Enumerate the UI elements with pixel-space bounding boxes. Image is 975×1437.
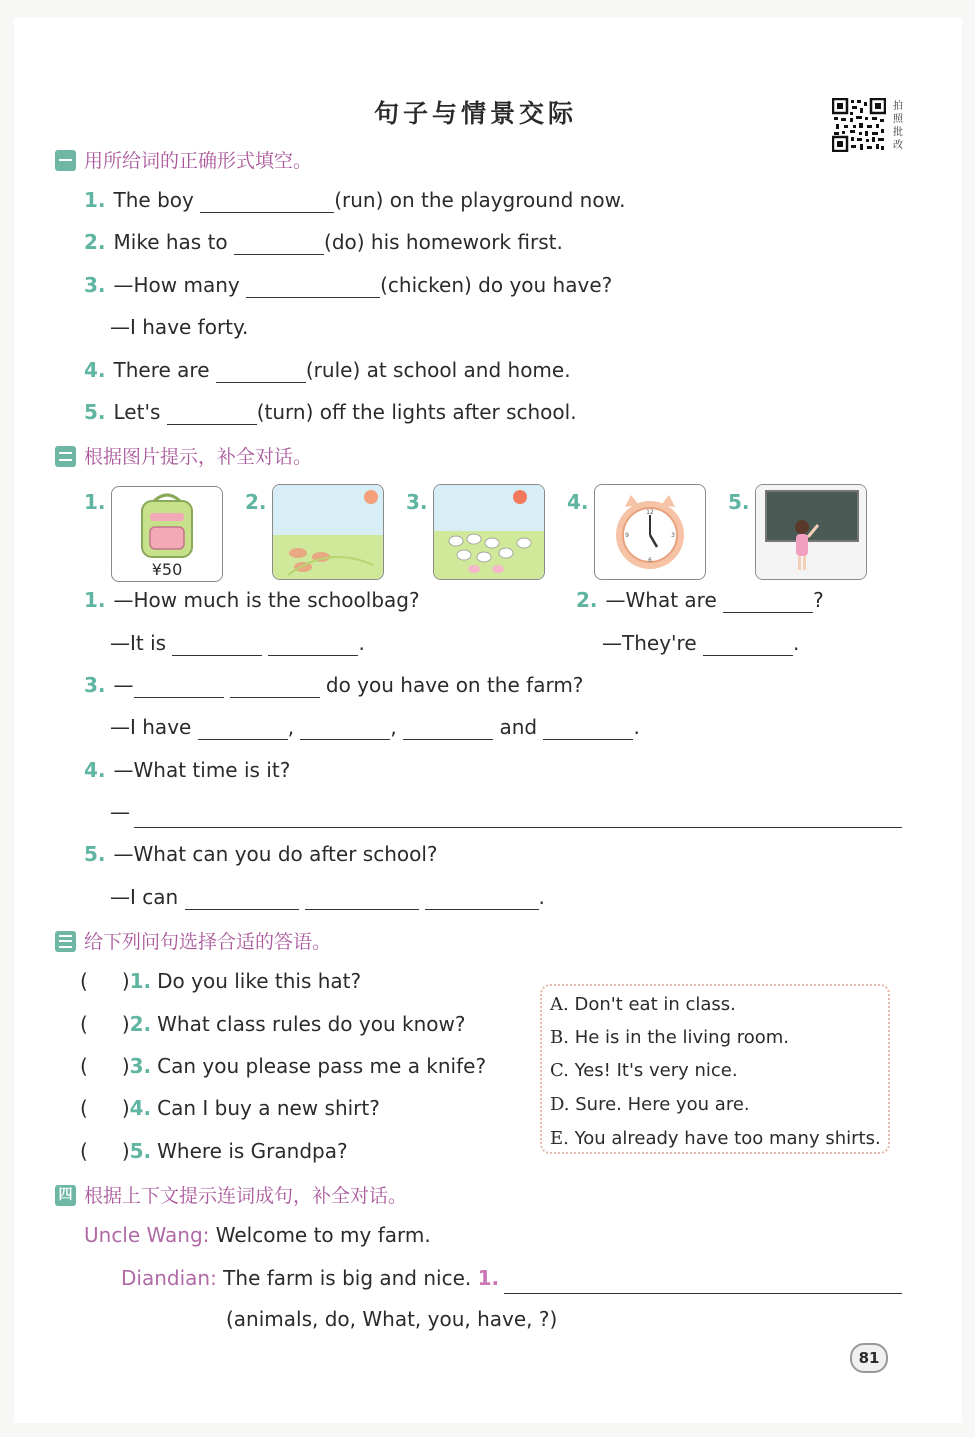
svg-text:9: 9 — [625, 532, 629, 539]
schoolbag-price: ¥50 — [151, 560, 183, 579]
s3-question-4 — [80, 1096, 380, 1120]
question-number: 2. — [129, 1012, 152, 1036]
answer-blank[interactable] — [198, 719, 288, 740]
question-text: The boy — [113, 188, 194, 212]
question-text: —They're — [602, 631, 697, 655]
picture-number: 5. — [728, 490, 750, 514]
svg-text:6: 6 — [648, 557, 652, 564]
dash: — — [113, 673, 134, 697]
question-number: 3. — [84, 273, 106, 297]
s1-question-2 — [84, 230, 563, 255]
qr-caption-char: 拍 — [893, 101, 903, 112]
s1-question-1 — [84, 188, 625, 213]
punctuation: . — [358, 631, 365, 655]
s2-question-4-dash: — — [110, 800, 130, 824]
question-text: Can you please pass me a knife? — [157, 1054, 487, 1078]
question-text: Let's — [113, 400, 161, 424]
s3-question-2 — [80, 1012, 465, 1036]
answer-blank[interactable] — [185, 889, 299, 910]
option-b — [550, 1027, 789, 1048]
s3-question-3 — [80, 1054, 486, 1078]
option-text: You already have too many shirts. — [574, 1128, 881, 1149]
answer-paren-close: ) — [121, 1054, 130, 1078]
question-number: 5. — [84, 842, 106, 866]
page-number: 81 — [850, 1343, 888, 1373]
answer-line[interactable] — [504, 1292, 902, 1294]
question-text: —What time is it? — [113, 758, 291, 782]
answer-blank[interactable] — [200, 192, 334, 213]
option-letter: B. — [550, 1027, 569, 1048]
svg-text:3: 3 — [671, 532, 675, 539]
punctuation: ? — [813, 588, 824, 612]
question-text: There are — [113, 358, 210, 382]
section1-heading — [55, 146, 312, 173]
question-text: Mike has to — [113, 230, 228, 254]
answer-blank[interactable] — [234, 234, 324, 255]
question-number: 4. — [129, 1096, 152, 1120]
answer-blank[interactable] — [403, 719, 493, 740]
section1-heading-text: 用所给词的正确形式填空。 — [84, 150, 313, 172]
section4-heading — [55, 1181, 407, 1208]
option-text: Don't eat in class. — [574, 994, 736, 1015]
question-text: —How much is the schoolbag? — [113, 588, 420, 612]
section-two-icon — [55, 446, 76, 467]
option-text: Sure. Here you are. — [575, 1094, 750, 1115]
punctuation: . — [538, 885, 545, 909]
s1-question-3 — [84, 273, 612, 298]
qr-caption-char: 改 — [893, 140, 903, 151]
punctuation: . — [792, 631, 800, 655]
question-number: 3. — [84, 673, 106, 697]
question-text: —What are — [605, 588, 717, 612]
question-number: 1. — [129, 969, 152, 993]
question-number: 1. — [84, 188, 106, 212]
worksheet-page — [14, 18, 962, 1423]
option-a — [550, 994, 736, 1015]
horses-field-icon — [272, 484, 384, 580]
answer-blank[interactable] — [300, 719, 390, 740]
option-letter: C. — [550, 1060, 569, 1081]
answer-blank[interactable] — [425, 889, 539, 910]
question-text: and — [499, 715, 538, 739]
answer-blank[interactable] — [268, 635, 358, 656]
question-text: (rule) at school and home. — [305, 358, 571, 382]
answer-paren-open[interactable]: ( — [80, 969, 88, 993]
option-d — [550, 1094, 750, 1115]
question-text: (turn) off the lights after school. — [256, 400, 577, 424]
answer-blank[interactable] — [246, 277, 380, 298]
answer-blank[interactable] — [723, 592, 813, 613]
dialogue-text: Welcome to my farm. — [215, 1223, 431, 1247]
section-four-icon: 四 — [55, 1185, 76, 1206]
s2-question-5-reply — [110, 885, 545, 910]
question-number: 5. — [84, 400, 106, 424]
s2-question-3 — [84, 673, 583, 698]
s2-question-2-reply — [602, 631, 799, 656]
answer-paren-open[interactable]: ( — [80, 1139, 88, 1163]
svg-text:12: 12 — [646, 509, 654, 516]
page-title: 句子与情景交际 — [374, 99, 578, 128]
speaker-name: Uncle Wang: — [84, 1223, 210, 1247]
answer-paren-close: ) — [121, 1012, 130, 1036]
question-text: Do you like this hat? — [157, 969, 362, 993]
answer-blank[interactable] — [172, 635, 262, 656]
answer-blank[interactable] — [703, 635, 793, 656]
option-text: Yes! It's very nice. — [574, 1060, 738, 1081]
question-text: (chicken) do you have? — [380, 273, 613, 297]
answer-paren-open[interactable]: ( — [80, 1054, 88, 1078]
qr-caption-char: 照 — [893, 114, 903, 125]
punctuation: . — [633, 715, 640, 739]
section-one-icon — [55, 150, 76, 171]
qr-code-icon[interactable] — [832, 98, 886, 152]
question-number: 3. — [129, 1054, 152, 1078]
picture-number: 3. — [406, 490, 428, 514]
section3-heading — [55, 927, 331, 954]
question-text: do you have on the farm? — [325, 673, 584, 697]
s2-question-4 — [84, 758, 290, 782]
qr-caption — [892, 100, 904, 152]
section2-heading-text: 根据图片提示，补全对话。 — [84, 446, 313, 468]
sheep-cows-field-icon — [433, 484, 545, 580]
answer-blank[interactable] — [543, 719, 633, 740]
option-letter: A. — [550, 994, 569, 1015]
option-letter: D. — [550, 1094, 570, 1115]
question-text: Where is Grandpa? — [157, 1139, 348, 1163]
answer-paren-close: ) — [121, 969, 130, 993]
s4-dialogue-line-1 — [84, 1223, 431, 1247]
dialogue-text: The farm is big and nice. — [223, 1266, 472, 1290]
question-text: —What can you do after school? — [113, 842, 438, 866]
section4-heading-text: 根据上下文提示连词成句，补全对话。 — [84, 1185, 408, 1207]
s1-question-4 — [84, 358, 571, 383]
question-text: (do) his homework first. — [324, 230, 563, 254]
question-text: Can I buy a new shirt? — [157, 1096, 380, 1120]
picture-number: 1. — [84, 490, 106, 514]
s2-question-1-reply — [110, 631, 365, 656]
answer-paren-close: ) — [121, 1139, 130, 1163]
answer-paren-open[interactable]: ( — [80, 1012, 88, 1036]
answer-line[interactable] — [134, 826, 902, 828]
punctuation: , — [390, 715, 397, 739]
option-c — [550, 1060, 738, 1081]
s4-dialogue-line-2 — [121, 1266, 499, 1290]
option-text: He is in the living room. — [574, 1027, 790, 1048]
clock-icon — [594, 484, 706, 580]
s2-question-1 — [84, 588, 420, 612]
option-e — [550, 1128, 881, 1149]
speaker-name: Diandian: — [121, 1266, 217, 1290]
question-text: What class rules do you know? — [157, 1012, 466, 1036]
answer-blank[interactable] — [305, 889, 419, 910]
s1-question-3-reply: —I have forty. — [110, 315, 249, 339]
picture-number: 4. — [567, 490, 589, 514]
question-number: 1. — [84, 588, 106, 612]
s3-question-1 — [80, 969, 361, 993]
s2-question-5 — [84, 842, 438, 866]
question-number: 5. — [129, 1139, 152, 1163]
answer-paren-close: ) — [121, 1096, 130, 1120]
s3-question-5 — [80, 1139, 348, 1163]
section3-heading-text: 给下列问句选择合适的答语。 — [84, 931, 332, 953]
s1-question-5 — [84, 400, 577, 425]
qr-caption-char: 批 — [893, 127, 903, 138]
question-text: (run) on the playground now. — [334, 188, 626, 212]
s2-question-2 — [576, 588, 824, 613]
question-number: 1. — [477, 1266, 500, 1290]
question-number: 4. — [84, 758, 106, 782]
picture-number: 2. — [245, 490, 267, 514]
answer-blank[interactable] — [216, 362, 306, 383]
question-number: 4. — [84, 358, 106, 382]
question-text: —I have — [110, 715, 192, 739]
girl-blackboard-icon — [755, 484, 867, 580]
question-text: —How many — [113, 273, 240, 297]
s2-question-3-reply — [110, 715, 640, 740]
question-text: —I can — [110, 885, 179, 909]
s4-word-hint: (animals, do, What, you, have, ?) — [226, 1307, 558, 1331]
answer-blank[interactable] — [167, 404, 257, 425]
answer-paren-open[interactable]: ( — [80, 1096, 88, 1120]
question-number: 2. — [576, 588, 598, 612]
option-letter: E. — [550, 1128, 569, 1149]
punctuation: , — [287, 715, 295, 739]
section2-heading — [55, 442, 312, 469]
question-text: —It is — [110, 631, 167, 655]
answer-blank[interactable] — [134, 677, 224, 698]
answer-blank[interactable] — [230, 677, 320, 698]
section-three-icon — [55, 931, 76, 952]
question-number: 2. — [84, 230, 106, 254]
